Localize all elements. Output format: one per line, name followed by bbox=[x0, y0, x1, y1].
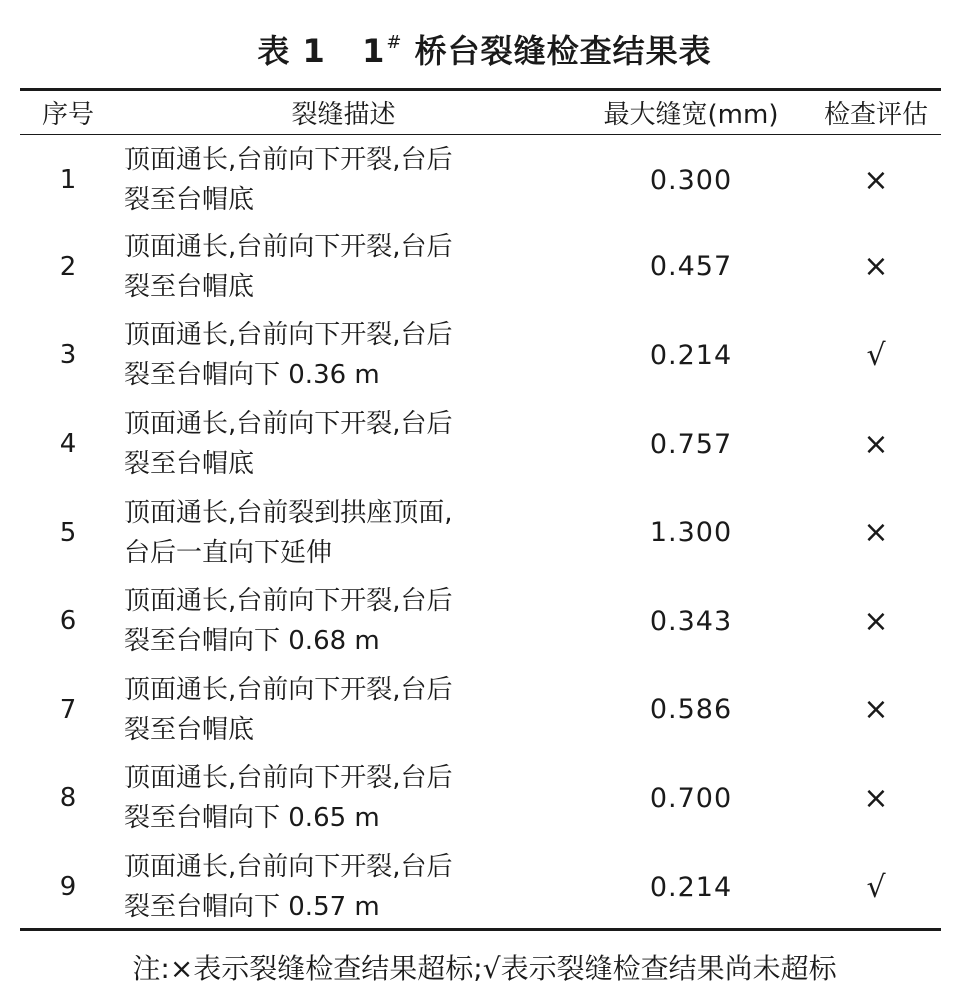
row-description-line1: 顶面通长,台前向下开裂,台后 bbox=[124, 145, 453, 176]
row-assessment bbox=[811, 666, 941, 755]
row-description-line2: 裂至台帽底 bbox=[124, 185, 255, 216]
row-assessment bbox=[811, 754, 941, 843]
row-seq: 5 bbox=[59, 517, 77, 548]
row-max-width: 0.457 bbox=[649, 251, 733, 283]
row-max-width: 0.586 bbox=[649, 694, 733, 726]
column-header-description: 裂缝描述 bbox=[291, 100, 396, 130]
row-seq: 4 bbox=[59, 429, 77, 460]
row-description-line2: 裂至台帽向下 0.65 m bbox=[124, 803, 380, 834]
cross-icon: × bbox=[863, 515, 889, 551]
row-assessment bbox=[811, 488, 941, 577]
row-seq: 2 bbox=[59, 251, 77, 282]
row-description-line1: 顶面通长,台前向下开裂,台后 bbox=[124, 852, 453, 883]
row-description-line1: 顶面通长,台前向下开裂,台后 bbox=[124, 320, 453, 351]
column-header-max-width: 最大缝宽(mm) bbox=[603, 100, 779, 130]
row-description-line1: 顶面通长,台前向下开裂,台后 bbox=[124, 674, 453, 705]
row-assessment bbox=[811, 843, 941, 932]
row-assessment bbox=[811, 577, 941, 666]
row-description-line2: 裂至台帽底 bbox=[124, 271, 255, 302]
table-row bbox=[20, 666, 941, 755]
row-seq: 7 bbox=[59, 694, 77, 725]
row-description bbox=[116, 488, 571, 577]
row-seq: 8 bbox=[59, 783, 77, 814]
row-max-width: 0.757 bbox=[649, 428, 733, 460]
table-title bbox=[0, 26, 969, 72]
row-description-line2: 台后一直向下延伸 bbox=[124, 537, 333, 568]
table-title-prefix: 表 1 bbox=[257, 32, 326, 70]
row-seq: 3 bbox=[59, 340, 77, 371]
table-row bbox=[20, 134, 941, 223]
table-row bbox=[20, 754, 941, 843]
row-max-width: 0.300 bbox=[649, 164, 733, 196]
row-description-line1: 顶面通长,台前向下开裂,台后 bbox=[124, 586, 453, 617]
column-header-assessment: 检查评估 bbox=[823, 100, 928, 130]
row-description-line2: 裂至台帽向下 0.57 m bbox=[124, 892, 380, 923]
row-description bbox=[116, 134, 571, 223]
row-description bbox=[116, 666, 571, 755]
row-max-width: 0.214 bbox=[649, 871, 733, 903]
row-description bbox=[116, 754, 571, 843]
table-title-text: 桥台裂缝检查结果表 bbox=[414, 32, 712, 70]
column-header-seq: 序号 bbox=[41, 100, 94, 130]
cross-icon: × bbox=[863, 780, 889, 816]
table-title-number: 1 bbox=[362, 32, 386, 70]
row-description-line1: 顶面通长,台前向下开裂,台后 bbox=[124, 231, 453, 262]
row-assessment bbox=[811, 134, 941, 223]
row-description-line2: 裂至台帽向下 0.36 m bbox=[124, 360, 380, 391]
row-max-width: 0.214 bbox=[649, 339, 733, 371]
table-row bbox=[20, 577, 941, 666]
table-title-sup: # bbox=[386, 32, 403, 53]
cross-icon: × bbox=[863, 162, 889, 198]
row-assessment bbox=[811, 400, 941, 489]
check-icon: √ bbox=[866, 869, 886, 905]
check-icon: √ bbox=[866, 337, 886, 373]
table-row bbox=[20, 488, 941, 577]
row-description-line1: 顶面通长,台前向下开裂,台后 bbox=[124, 409, 453, 440]
table-row bbox=[20, 223, 941, 312]
cross-icon: × bbox=[863, 603, 889, 639]
row-description-line2: 裂至台帽底 bbox=[124, 714, 255, 745]
cross-icon: × bbox=[863, 426, 889, 462]
row-description-line2: 裂至台帽向下 0.68 m bbox=[124, 626, 380, 657]
table-row bbox=[20, 311, 941, 400]
row-description bbox=[116, 223, 571, 312]
table-row bbox=[20, 400, 941, 489]
row-description bbox=[116, 400, 571, 489]
row-max-width: 1.300 bbox=[649, 517, 733, 549]
table-row bbox=[20, 843, 941, 932]
row-max-width: 0.700 bbox=[649, 782, 733, 814]
row-description-line1: 顶面通长,台前向下开裂,台后 bbox=[124, 763, 453, 794]
row-description-line2: 裂至台帽底 bbox=[124, 449, 255, 480]
crack-results-table bbox=[20, 91, 941, 931]
row-assessment bbox=[811, 223, 941, 312]
row-seq: 9 bbox=[59, 872, 77, 903]
row-seq: 6 bbox=[59, 606, 77, 637]
row-assessment bbox=[811, 311, 941, 400]
table-footnote: 注:×表示裂缝检查结果超标;√表示裂缝检查结果尚未超标 bbox=[132, 952, 837, 985]
row-description bbox=[116, 311, 571, 400]
row-description-line1: 顶面通长,台前裂到拱座顶面, bbox=[124, 497, 453, 528]
cross-icon: × bbox=[863, 249, 889, 285]
cross-icon: × bbox=[863, 692, 889, 728]
row-max-width: 0.343 bbox=[649, 605, 733, 637]
row-description bbox=[116, 843, 571, 932]
row-description bbox=[116, 577, 571, 666]
row-seq: 1 bbox=[59, 165, 77, 196]
table-header-row bbox=[20, 91, 941, 134]
